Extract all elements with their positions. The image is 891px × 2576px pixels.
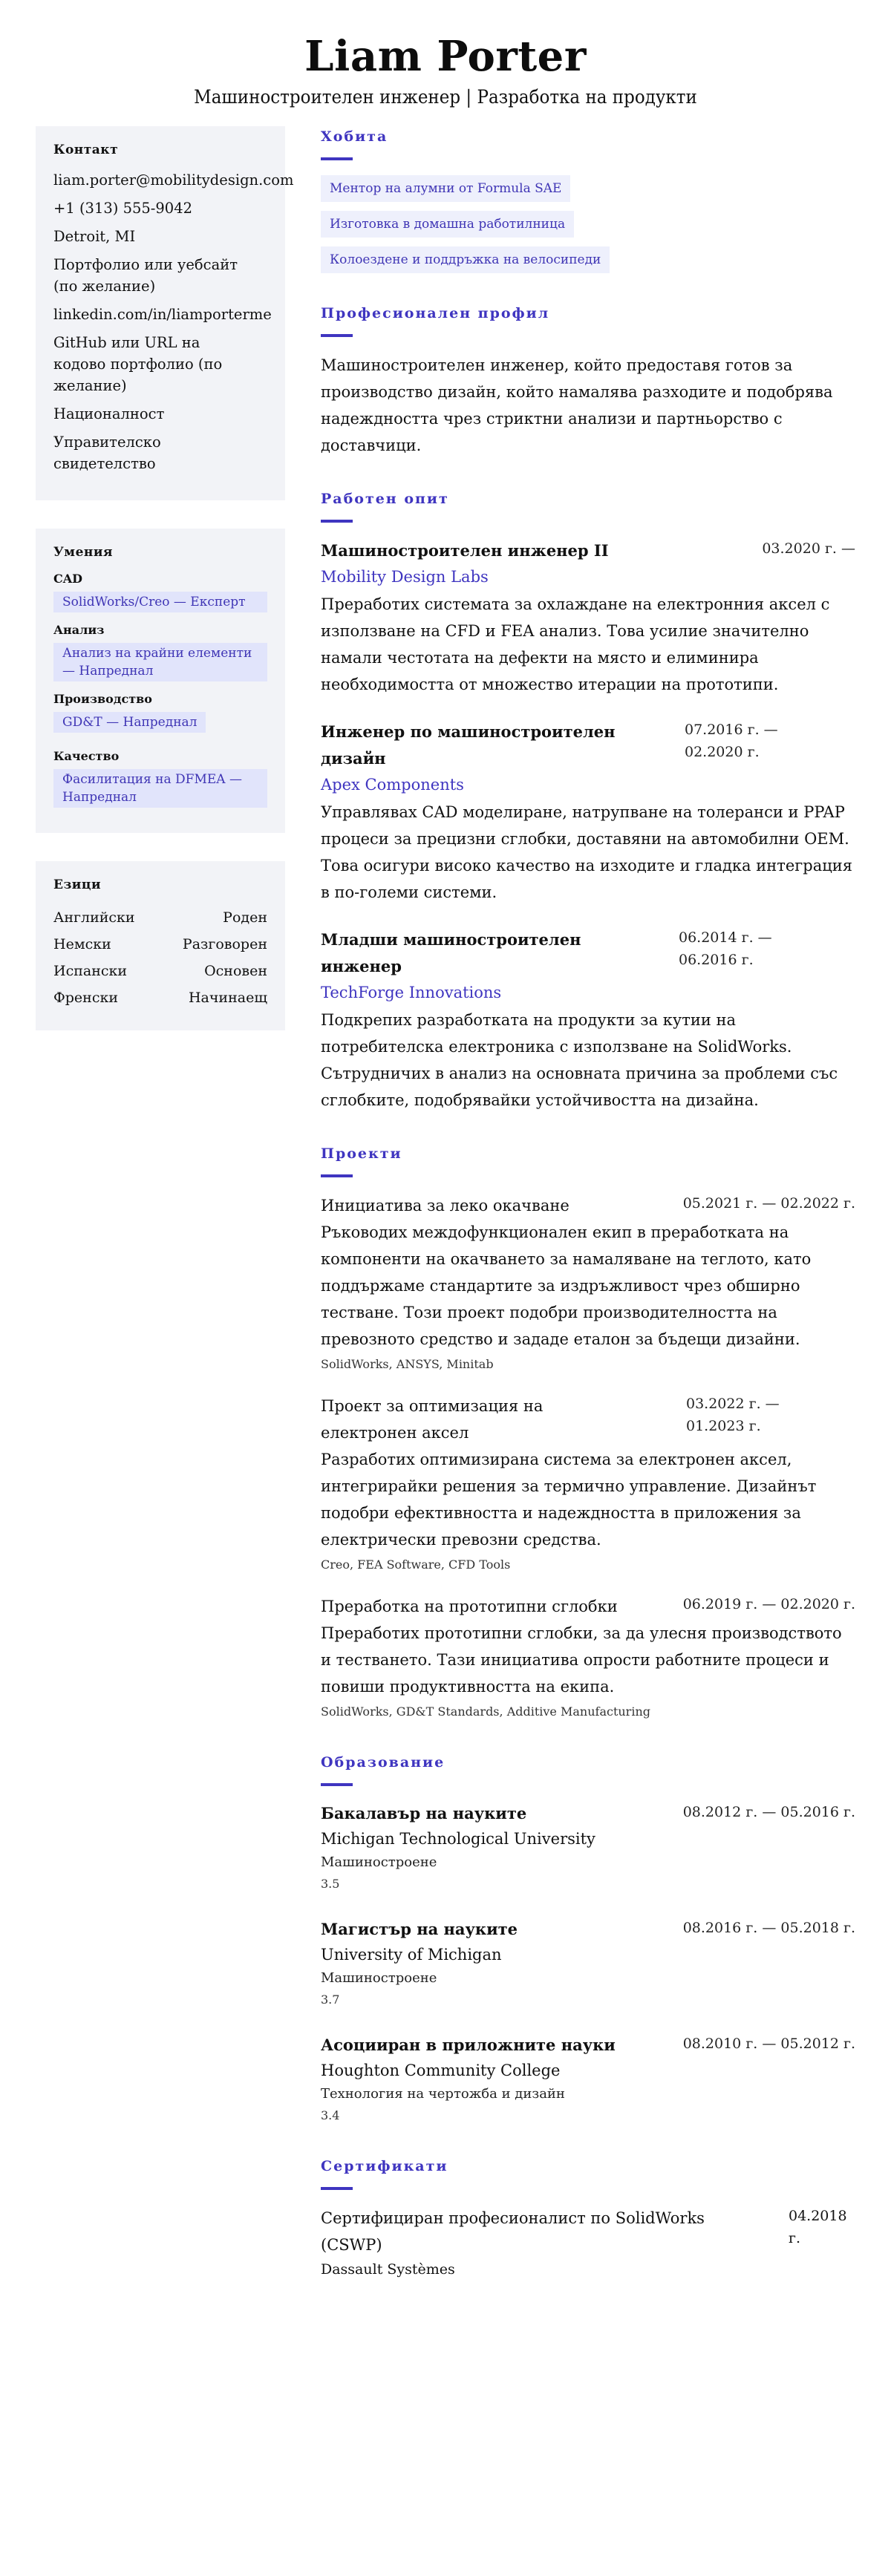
language-row xyxy=(53,958,267,984)
contact-phone[interactable]: +1 (313) 555-9042 xyxy=(53,200,193,217)
education-entry xyxy=(321,2033,855,2126)
project-description: Преработих прототипни сглобки, за да улесня производството и тестването. Тази инициатива опрости работните процеси и повиши продуктивността на екипа. xyxy=(321,1624,842,1696)
job-description: Подкрепих разработката на продукти за кутии на потребителска електроника с използване на SolidWorks. Сътрудничих в анализ на основната причина за проблеми със сглобките, подобрявайки устойчивостта на дизайна. xyxy=(321,1011,838,1109)
skill-tag: GD&T — Напреднал xyxy=(53,712,206,733)
language-level: Начинаещ xyxy=(188,990,267,1006)
education-gpa: 3.5 xyxy=(321,1877,340,1891)
certificate-title: Сертифициран професионалист по SolidWorks (CSWP) xyxy=(321,2209,705,2254)
education-degree: Бакалавър на науките xyxy=(321,1804,527,1823)
profile-summary: Машиностроителен инженер, който предоставя готов за производство дизайн, който намалява разходите и подобрява надеждността чрез стриктни анализи и партньорство с доставчици. xyxy=(321,356,833,454)
section-divider xyxy=(321,1174,353,1177)
job-entry xyxy=(321,719,855,906)
skill-group-title: Производство xyxy=(53,692,152,706)
certificate-issuer: Dassault Systèmes xyxy=(321,2261,455,2278)
profile-heading: Професионален профил xyxy=(321,305,550,321)
hobbies-section xyxy=(321,126,855,273)
job-company: TechForge Innovations xyxy=(321,984,502,1001)
languages-card xyxy=(36,861,285,1030)
skill-group-title: Качество xyxy=(53,749,120,763)
project-tools: SolidWorks, ANSYS, Minitab xyxy=(321,1357,494,1371)
job-entry xyxy=(321,926,855,1114)
skill-group xyxy=(53,692,267,739)
candidate-name: Liam Porter xyxy=(304,32,587,81)
contact-heading: Контакт xyxy=(53,143,119,157)
project-description: Ръководих междофункционален екип в преработката на компоненти на окачването за намаляване на теглото, като поддържаме стандартите за издръжливост чрез обширно тестване. Този проект подобри производителността на превозното средство и зададе еталон за бъдещи дизайни. xyxy=(321,1223,812,1348)
section-divider xyxy=(321,520,353,523)
skill-group-title: CAD xyxy=(53,572,83,586)
projects-heading: Проекти xyxy=(321,1145,402,1162)
contact-linkedin[interactable]: linkedin.com/in/liamporterme xyxy=(53,306,272,323)
education-school: Houghton Community College xyxy=(321,2062,561,2079)
language-name: Испански xyxy=(53,963,128,979)
main-content xyxy=(321,126,855,2310)
education-degree: Магистър на науките xyxy=(321,1920,518,1938)
section-divider xyxy=(321,2187,353,2190)
skills-heading: Умения xyxy=(53,545,113,560)
skill-tag: Анализ на крайни елементи — Напреднал xyxy=(53,643,267,681)
experience-section xyxy=(321,488,855,1114)
education-date: 08.2010 г. — 05.2012 г. xyxy=(682,2036,855,2052)
candidate-title: Машиностроителен инженер | Разработка на продукти xyxy=(194,86,697,108)
language-name: Френски xyxy=(53,990,119,1006)
resume-body xyxy=(0,126,891,2310)
certificate-date: 04.2018 г. xyxy=(789,2208,847,2246)
section-divider xyxy=(321,1783,353,1786)
hobbies-heading: Хобита xyxy=(321,128,388,145)
certificate-entry xyxy=(321,2205,855,2281)
education-field: Машиностроене xyxy=(321,1854,437,1870)
job-title: Младши машиностроителен инженер xyxy=(321,930,581,975)
language-name: Немски xyxy=(53,936,111,952)
project-date: 05.2021 г. — 02.2022 г. xyxy=(682,1195,855,1212)
education-entry xyxy=(321,1801,855,1895)
hobby-tag: Ментор на алумни от Formula SAE xyxy=(321,175,570,202)
project-description: Разработих оптимизирана система за електронен аксел, интегрирайки решения за термично управление. Дизайнът подобри ефективността и надеждността в приложения за електрически превозни средства. xyxy=(321,1451,817,1549)
education-heading: Образование xyxy=(321,1754,446,1771)
language-row xyxy=(53,931,267,958)
language-level: Разговорен xyxy=(182,936,267,952)
job-description: Преработих системата за охлаждане на електронния аксел с използване на CFD и FEA анализ. Това усилие значително намали честотата на дефекти на място и елиминира необходимостта от множество итерации на прототипи. xyxy=(321,595,830,693)
job-description: Управлявах CAD моделиране, натрупване на толеранси и PPAP процеси за прецизни сглобки, доставяни на автомобилни OEM. Това осигури високо качество на изходите и гладка интеграция в по-големи системи. xyxy=(321,803,852,901)
skill-group-title: Анализ xyxy=(53,623,105,637)
contact-email[interactable]: liam.porter@mobilitydesign.com xyxy=(53,171,294,189)
education-school: Michigan Technological University xyxy=(321,1830,595,1848)
job-company: Apex Components xyxy=(321,776,464,794)
education-date: 08.2012 г. — 05.2016 г. xyxy=(682,1804,855,1820)
projects-section xyxy=(321,1143,855,1722)
education-field: Технология на чертожба и дизайн xyxy=(321,2086,565,2102)
project-tools: Creo, FEA Software, CFD Tools xyxy=(321,1557,511,1572)
certificates-heading: Сертификати xyxy=(321,2158,448,2174)
skill-group xyxy=(53,749,267,808)
job-date: 03.2020 г. — xyxy=(762,540,855,557)
job-date: 07.2016 г. — 02.2020 г. xyxy=(685,722,778,760)
project-tools: SolidWorks, GD&T Standards, Additive Manufacturing xyxy=(321,1704,650,1719)
education-degree: Асоцииран в приложните науки xyxy=(321,2036,616,2054)
hobby-tag: Изготовка в домашна работилница xyxy=(321,211,574,238)
contact-location: Detroit, MI xyxy=(53,228,136,245)
education-gpa: 3.7 xyxy=(321,1993,340,2007)
education-field: Машиностроене xyxy=(321,1970,437,1986)
skill-tag: SolidWorks/Creo — Експерт xyxy=(53,592,267,612)
education-section xyxy=(321,1752,855,2126)
education-gpa: 3.4 xyxy=(321,2108,340,2122)
profile-section xyxy=(321,303,855,459)
job-title: Машиностроителен инженер II xyxy=(321,541,609,560)
contact-card xyxy=(36,126,294,500)
project-title: Преработка на прототипни сглобки xyxy=(321,1598,618,1615)
resume-header xyxy=(0,0,891,126)
project-date: 03.2022 г. — 01.2023 г. xyxy=(686,1396,780,1434)
project-entry xyxy=(321,1593,855,1722)
skill-tag: Фасилитация на DFMEA — Напреднал xyxy=(53,769,267,808)
job-title: Инженер по машиностроителен дизайн xyxy=(321,722,616,768)
project-date: 06.2019 г. — 02.2020 г. xyxy=(682,1596,855,1612)
language-row xyxy=(53,904,267,931)
skills-card xyxy=(36,529,285,833)
job-entry xyxy=(321,537,855,698)
hobby-tag: Колоездене и поддръжка на велосипеди xyxy=(321,246,610,273)
languages-heading: Езици xyxy=(53,877,102,892)
contact-portfolio[interactable]: Портфолио или уебсайт (по желание) xyxy=(53,256,238,295)
sidebar xyxy=(36,126,294,2310)
contact-github[interactable]: GitHub или URL на кодово портфолио (по желание) xyxy=(53,334,223,394)
contact-license: Управителско свидетелство xyxy=(53,434,161,472)
job-company: Mobility Design Labs xyxy=(321,568,489,586)
language-row xyxy=(53,984,267,1011)
project-entry xyxy=(321,1192,855,1375)
section-divider xyxy=(321,334,353,337)
section-divider xyxy=(321,157,353,160)
skill-group xyxy=(53,572,267,612)
skill-group xyxy=(53,623,267,681)
project-title: Инициатива за леко окачване xyxy=(321,1197,569,1215)
project-title: Проект за оптимизация на електронен аксел xyxy=(321,1397,544,1442)
language-level: Роден xyxy=(223,909,267,926)
education-school: University of Michigan xyxy=(321,1946,502,1964)
job-date: 06.2014 г. — 06.2016 г. xyxy=(679,929,772,968)
contact-nationality: Националност xyxy=(53,405,165,422)
education-entry xyxy=(321,1917,855,2010)
language-level: Основен xyxy=(204,963,267,979)
certificates-section xyxy=(321,2156,855,2281)
project-entry xyxy=(321,1393,855,1575)
experience-heading: Работен опит xyxy=(321,491,449,507)
language-name: Английски xyxy=(53,909,135,926)
education-date: 08.2016 г. — 05.2018 г. xyxy=(682,1920,855,1936)
